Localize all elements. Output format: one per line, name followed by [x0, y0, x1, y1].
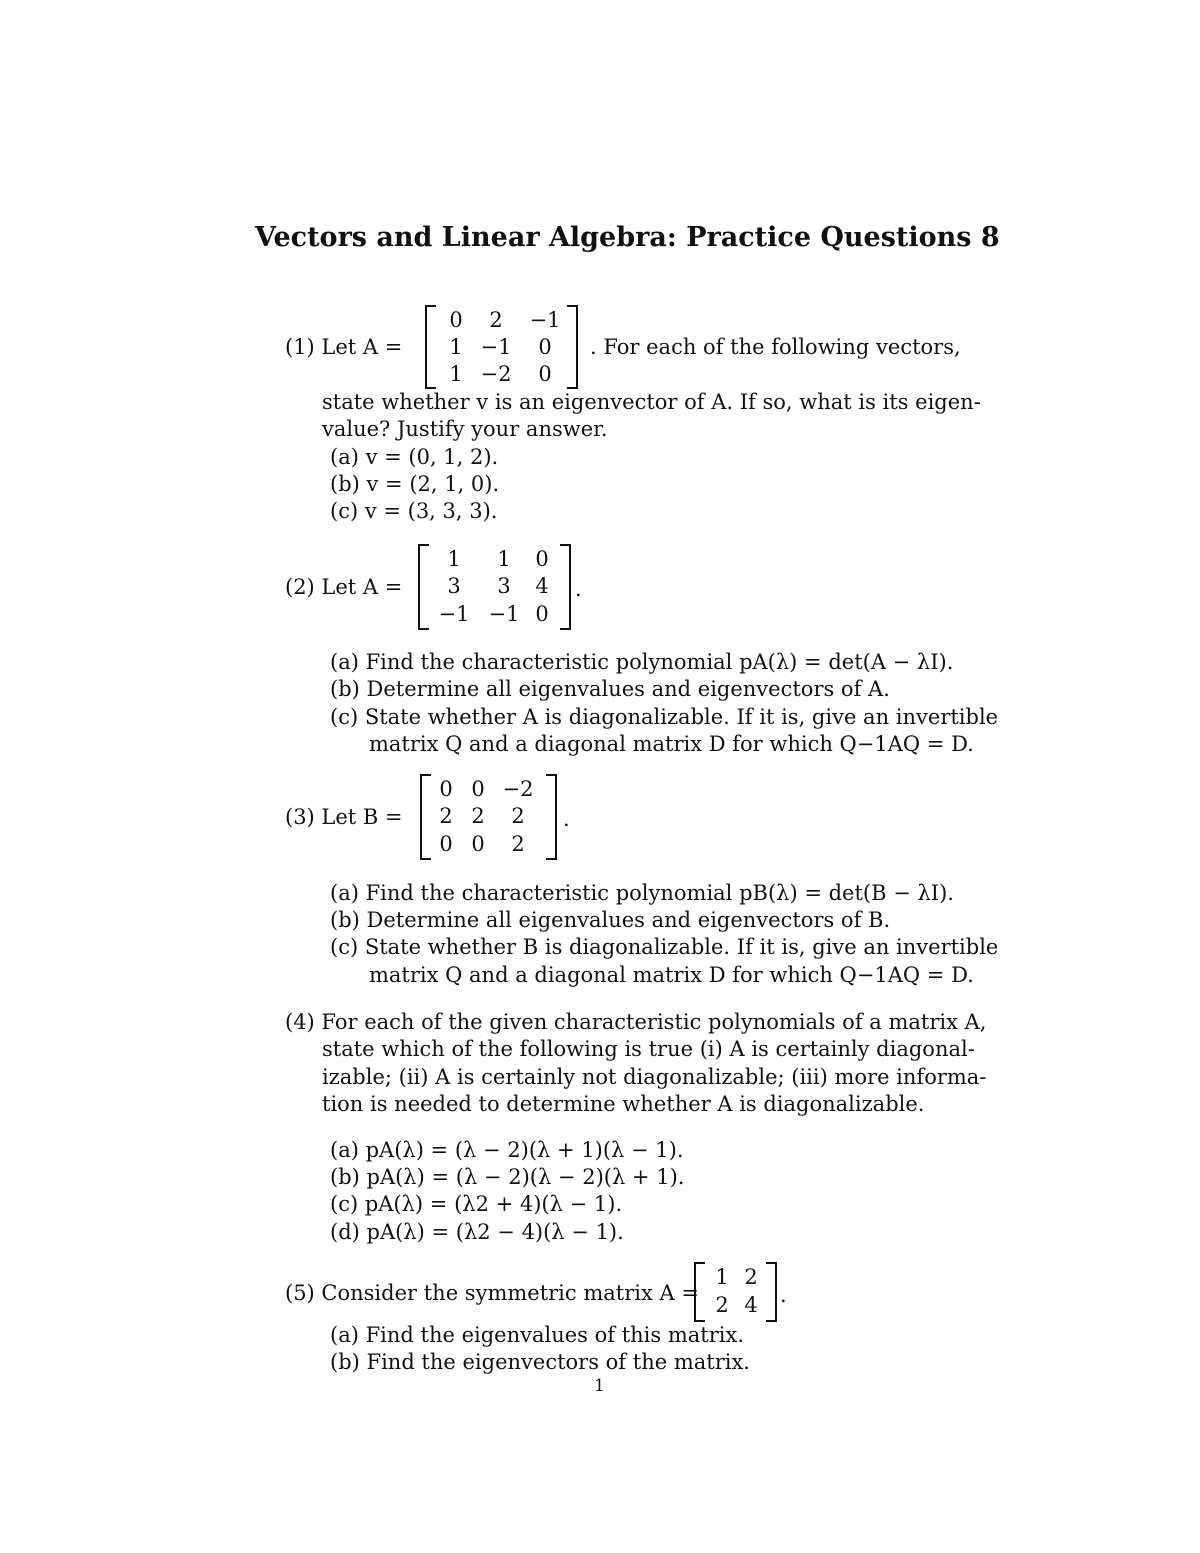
q4-line3: izable; (ii) A is certainly not diagonalizable; (iii) more informa-: [322, 1065, 987, 1089]
q4-part-c: (c) pA(λ) = (λ2 + 4)(λ − 1).: [330, 1192, 623, 1216]
left-bracket: [418, 544, 429, 630]
q1-after: . For each of the following vectors,: [590, 335, 961, 359]
q2-lead: (2) Let A =: [285, 575, 403, 599]
q2-part-a: (a) Find the characteristic polynomial pA(λ) = det(A − λI).: [330, 650, 954, 674]
q3-part-c-cont: matrix Q and a diagonal matrix D for which Q−1AQ = D.: [369, 963, 974, 987]
matrix-cell: 4: [744, 1293, 758, 1317]
q4-part-a: (a) pA(λ) = (λ − 2)(λ + 1)(λ − 1).: [330, 1138, 684, 1162]
q5-part-a: (a) Find the eigenvalues of this matrix.: [330, 1323, 744, 1347]
matrix-cell: 0: [471, 832, 485, 856]
q3-matrix: [420, 774, 560, 860]
q2-matrix: [418, 544, 573, 630]
matrix-cell: 1: [449, 362, 463, 386]
q1-part-c: (c) v = (3, 3, 3).: [330, 499, 498, 523]
matrix-cell: −2: [502, 777, 534, 801]
q1-line2: state whether v is an eigenvector of A. If so, what is its eigen-: [322, 390, 981, 414]
page-title: Vectors and Linear Algebra: Practice Questions 8: [255, 222, 1000, 253]
matrix-cell: 0: [535, 602, 549, 626]
q1-part-a: (a) v = (0, 1, 2).: [330, 445, 499, 469]
q4-part-d: (d) pA(λ) = (λ2 − 4)(λ − 1).: [330, 1220, 624, 1244]
matrix-cell: 0: [439, 777, 453, 801]
q4-part-b: (b) pA(λ) = (λ − 2)(λ − 2)(λ + 1).: [330, 1165, 685, 1189]
q4-line4: tion is needed to determine whether A is diagonalizable.: [322, 1092, 925, 1116]
q2-part-b: (b) Determine all eigenvalues and eigenvectors of A.: [330, 677, 890, 701]
q4-line2: state which of the following is true (i) A is certainly diagonal-: [322, 1037, 975, 1061]
q5-after: .: [780, 1283, 787, 1307]
q1-line3: value? Justify your answer.: [322, 417, 608, 441]
matrix-cell: 2: [489, 308, 503, 332]
q3-part-a: (a) Find the characteristic polynomial pB(λ) = det(B − λI).: [330, 881, 954, 905]
matrix-cell: 2: [439, 804, 453, 828]
q3-part-c: (c) State whether B is diagonalizable. If it is, give an invertible: [330, 935, 999, 959]
matrix-cell: 1: [715, 1265, 729, 1289]
right-bracket: [567, 305, 578, 389]
right-bracket: [560, 544, 571, 630]
matrix-cell: 0: [471, 777, 485, 801]
matrix-cell: −1: [529, 308, 561, 332]
matrix-cell: −2: [480, 362, 512, 386]
matrix-cell: 1: [497, 547, 511, 571]
matrix-cell: 3: [497, 574, 511, 598]
left-bracket: [425, 305, 436, 389]
matrix-cell: 1: [449, 335, 463, 359]
matrix-cell: 2: [471, 804, 485, 828]
matrix-cell: 0: [538, 362, 552, 386]
matrix-cell: 2: [511, 804, 525, 828]
matrix-cell: 2: [511, 832, 525, 856]
q2-part-c-cont: matrix Q and a diagonal matrix D for which Q−1AQ = D.: [369, 732, 974, 756]
matrix-cell: 1: [447, 547, 461, 571]
right-bracket: [546, 774, 557, 860]
q4-line1: (4) For each of the given characteristic polynomials of a matrix A,: [285, 1010, 987, 1034]
matrix-cell: −1: [488, 602, 520, 626]
matrix-cell: 0: [535, 547, 549, 571]
q3-lead: (3) Let B =: [285, 805, 403, 829]
matrix-cell: 2: [744, 1265, 758, 1289]
q1-matrix: [425, 305, 580, 389]
matrix-cell: 4: [535, 574, 549, 598]
page-number: 1: [594, 1376, 605, 1396]
matrix-cell: −1: [438, 602, 470, 626]
q1-part-b: (b) v = (2, 1, 0).: [330, 472, 500, 496]
q5-lead: (5) Consider the symmetric matrix A =: [285, 1281, 699, 1305]
matrix-cell: 0: [439, 832, 453, 856]
matrix-cell: 3: [447, 574, 461, 598]
matrix-cell: 0: [538, 335, 552, 359]
right-bracket: [766, 1262, 777, 1322]
q3-after: .: [563, 807, 570, 831]
q5-matrix: [694, 1262, 784, 1322]
q3-part-b: (b) Determine all eigenvalues and eigenvectors of B.: [330, 908, 891, 932]
q2-after: .: [575, 577, 582, 601]
matrix-cell: −1: [480, 335, 512, 359]
q1-lead: (1) Let A =: [285, 335, 403, 359]
q5-part-b: (b) Find the eigenvectors of the matrix.: [330, 1350, 750, 1374]
matrix-cell: 0: [449, 308, 463, 332]
q2-part-c: (c) State whether A is diagonalizable. If it is, give an invertible: [330, 705, 999, 729]
matrix-cell: 2: [715, 1293, 729, 1317]
